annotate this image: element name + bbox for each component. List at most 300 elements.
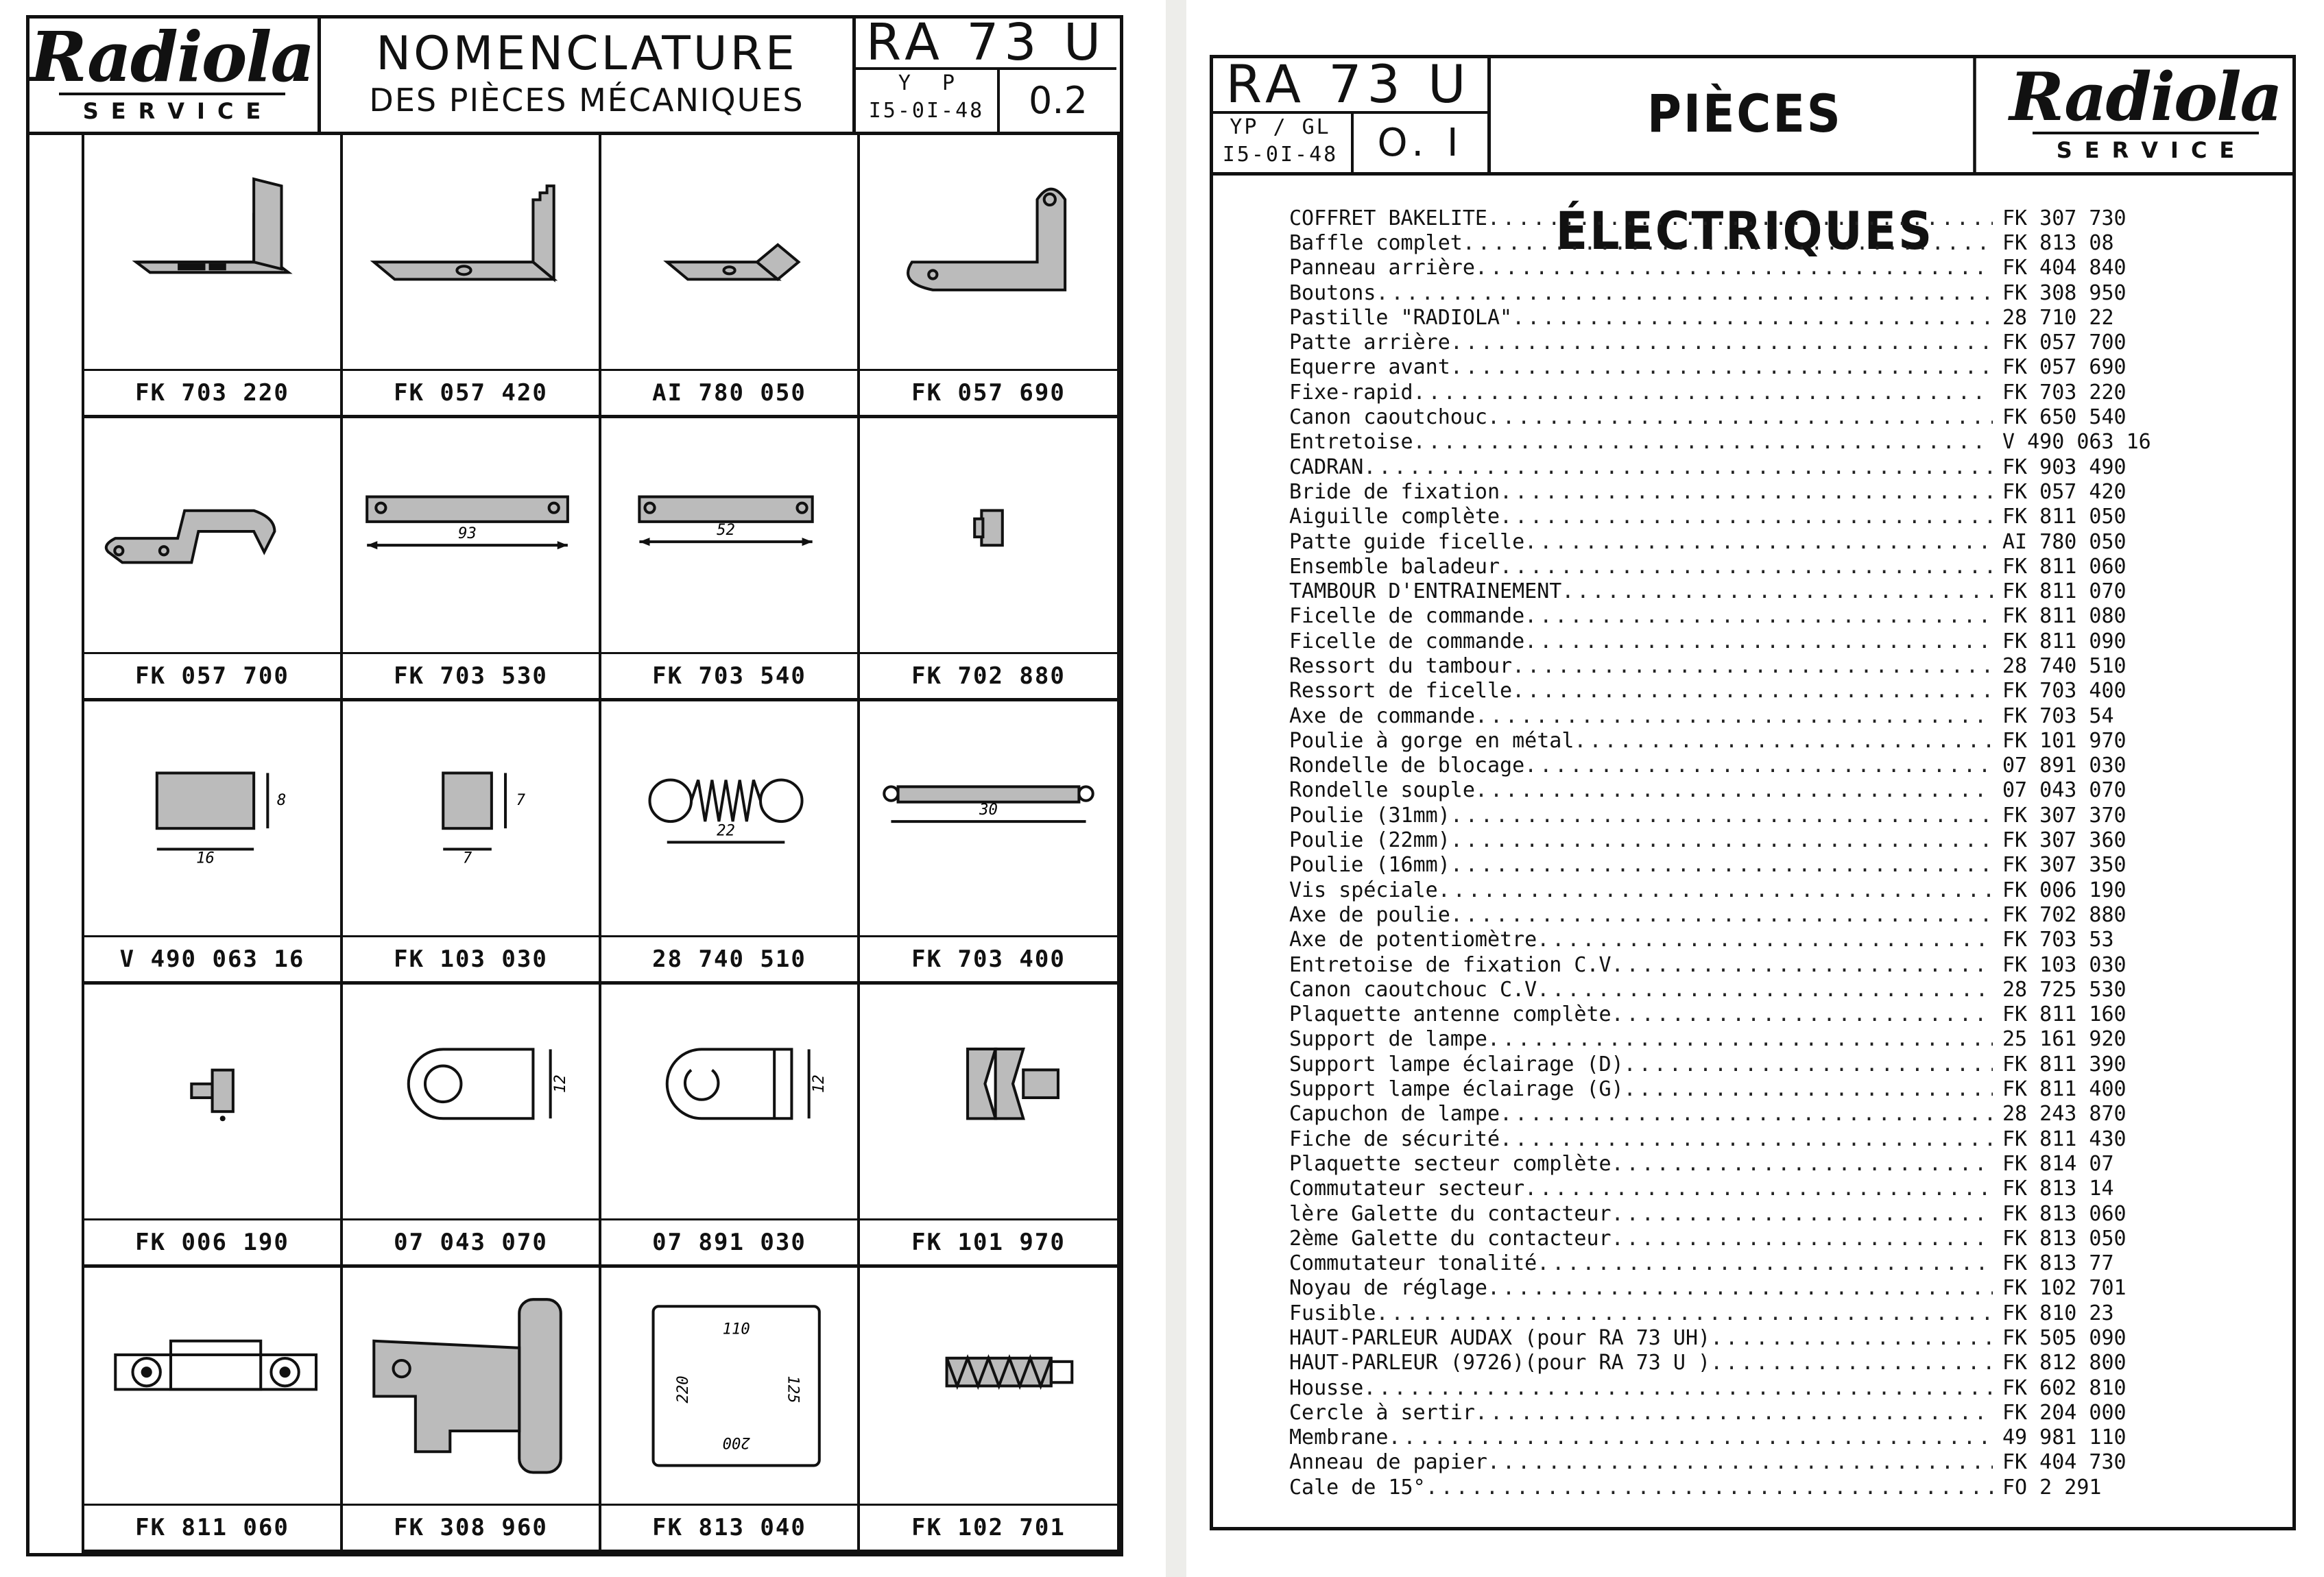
dot-leader [1524, 629, 1993, 653]
part-code: AI 780 050 [652, 379, 806, 407]
dimension-label: 52 [717, 521, 735, 540]
dot-leader [1524, 530, 1993, 554]
parts-list-row [1289, 330, 2208, 354]
part-code: V 490 063 16 [2002, 430, 2151, 455]
part-cell [343, 701, 601, 985]
part-code: FK 811 080 [2002, 604, 2127, 629]
part-code: FK 813 060 [2002, 1201, 2127, 1226]
electrical-parts-list [1289, 206, 2208, 1500]
dimension-label: 30 [979, 801, 998, 819]
parts-list-row [1289, 1301, 2208, 1325]
parts-list-row [1289, 902, 2208, 927]
part-drawing [343, 701, 599, 937]
part-code: FK 811 060 [135, 1514, 289, 1541]
mechanical-parts-grid [84, 135, 1120, 1553]
part-name: Commutateur tonalité [1289, 1251, 1537, 1276]
part-code: 25 161 920 [2002, 1027, 2127, 1052]
dot-leader [1475, 1401, 1993, 1425]
part-cell [860, 418, 1120, 701]
dimension-label: 110 [722, 1320, 750, 1338]
part-code: FK 811 400 [2002, 1077, 2127, 1102]
logo-wordmark: Radiola [29, 16, 314, 97]
parts-list-row [1289, 703, 2208, 728]
part-drawing [601, 985, 857, 1220]
part-code: V 490 063 16 [119, 946, 305, 973]
part-code: FK 811 430 [2002, 1127, 2127, 1151]
part-cell [343, 418, 601, 701]
voltage-plate-drawing [612, 1282, 847, 1490]
parts-list-row [1289, 529, 2208, 554]
parts-list-row [1289, 853, 2208, 878]
revision-info [1210, 114, 1354, 172]
dot-leader [1537, 1251, 1993, 1275]
dot-leader [1524, 754, 1993, 778]
part-name: Axe de commande [1289, 703, 1475, 728]
part-drawing [860, 418, 1117, 654]
part-drawing [601, 701, 857, 937]
part-cell [601, 418, 860, 701]
part-code: FK 307 350 [2002, 853, 2127, 878]
part-code: FK 308 950 [2002, 280, 2127, 305]
part-code: FK 102 701 [2002, 1276, 2127, 1301]
parts-list-row [1289, 1351, 2208, 1375]
parts-list-row [1289, 604, 2208, 629]
part-code: FK 204 000 [2002, 1400, 2127, 1425]
dot-leader [1363, 455, 1993, 479]
part-name: Ficelle de commande [1289, 629, 1525, 653]
equerre-drawing [870, 149, 1107, 354]
left-sheet-header [26, 15, 1123, 135]
part-cell [860, 985, 1120, 1268]
part-code: FK 307 730 [2002, 206, 2127, 230]
radiola-logo [26, 15, 321, 132]
part-code: FK 811 160 [2002, 1002, 2127, 1027]
axe-drawing [870, 432, 1107, 638]
parts-list-row [1289, 1127, 2208, 1151]
part-code: FK 810 23 [2002, 1301, 2114, 1325]
part-code: FK 812 800 [2002, 1351, 2127, 1375]
part-code: 07 891 030 [652, 1229, 806, 1256]
part-name: Capuchon de lampe [1289, 1102, 1500, 1127]
part-code: FK 703 53 [2002, 928, 2114, 952]
part-code: FK 057 700 [135, 662, 289, 690]
part-cell [343, 135, 601, 418]
part-code: FK 602 810 [2002, 1375, 2127, 1400]
part-code: FK 813 040 [652, 1514, 806, 1541]
dot-leader [1363, 1376, 1993, 1400]
dot-leader [1624, 1052, 1993, 1076]
parts-list-row [1289, 1425, 2208, 1450]
dot-leader [1612, 1002, 1993, 1026]
dot-leader [1500, 480, 1993, 504]
date: I5-0I-48 [1222, 143, 1339, 167]
part-code: FK 101 970 [2002, 728, 2127, 753]
part-drawing [343, 1268, 599, 1506]
dot-leader [1487, 405, 1993, 429]
logo-service-text: SERVICE [2056, 136, 2247, 163]
parts-list-row [1289, 878, 2208, 902]
dot-leader [1487, 1027, 1993, 1051]
part-code: FK 813 050 [2002, 1226, 2127, 1251]
part-code: FK 103 030 [394, 946, 548, 973]
part-code: FK 813 08 [2002, 230, 2114, 255]
part-name: Poulie (16mm) [1289, 853, 1450, 878]
part-drawing [860, 701, 1117, 937]
part-name: Support de lampe [1289, 1027, 1487, 1052]
parts-list-row [1289, 828, 2208, 852]
part-code: FK 702 880 [2002, 902, 2127, 927]
title-line-1: NOMENCLATURE [376, 27, 798, 81]
parts-list-row [1289, 230, 2208, 255]
washer-12-drawing [353, 998, 588, 1204]
part-name: Patte guide ficelle [1289, 529, 1525, 554]
part-name: Canon caoutchouc C.V [1289, 977, 1537, 1002]
dot-leader [1512, 679, 1993, 703]
part-name: Poulie (31mm) [1289, 803, 1450, 828]
part-code: FK 703 220 [135, 379, 289, 407]
dimension-label: 12 [551, 1074, 569, 1094]
spring-22-drawing [612, 715, 847, 921]
part-drawing [84, 701, 340, 937]
part-name: Boutons [1289, 280, 1376, 305]
dot-leader [1413, 381, 1993, 405]
part-name: HAUT-PARLEUR AUDAX (pour RA 73 UH) [1289, 1326, 1711, 1350]
dot-leader [1450, 804, 1993, 828]
part-code: FK 057 420 [2002, 479, 2127, 504]
part-cell [601, 701, 860, 985]
dot-leader [1450, 330, 1993, 354]
parts-list-row [1289, 977, 2208, 1002]
dot-leader [1475, 256, 1993, 280]
part-name: Panneau arrière [1289, 256, 1475, 280]
part-name: Poulie (22mm) [1289, 828, 1450, 853]
part-name: Ensemble baladeur [1289, 554, 1500, 579]
part-code: FK 101 970 [911, 1229, 1066, 1256]
part-code: FK 811 050 [2002, 505, 2127, 529]
parts-list-row [1289, 430, 2208, 455]
revision-info [856, 70, 1000, 132]
part-name: Rondelle de blocage [1289, 754, 1525, 778]
part-cell [601, 1268, 860, 1553]
part-code: FK 650 540 [2002, 405, 2127, 430]
parts-list-row [1289, 679, 2208, 703]
dot-leader [1376, 281, 1993, 305]
part-code: 07 891 030 [2002, 754, 2127, 778]
part-code: FK 702 880 [911, 662, 1066, 690]
part-code: FK 703 220 [2002, 380, 2127, 405]
part-drawing [860, 135, 1117, 371]
sheet-number: O. I [1354, 114, 1491, 172]
bar-52-drawing [612, 432, 847, 638]
parts-list-row [1289, 1052, 2208, 1076]
part-cell [343, 985, 601, 1268]
dimension-label: 12 [809, 1074, 828, 1094]
dot-leader [1463, 231, 1993, 255]
binding-margin [29, 135, 84, 1553]
part-drawing [860, 1268, 1117, 1506]
dot-leader [1512, 306, 1993, 330]
part-cell [860, 135, 1120, 418]
part-code: FK 006 190 [2002, 878, 2127, 902]
part-code: FK 811 090 [2002, 629, 2127, 653]
part-cell [860, 1268, 1120, 1553]
part-code: FK 057 690 [911, 379, 1066, 407]
parts-list-row [1289, 206, 2208, 230]
right-sheet-title: PIÈCES ÉLECTRIQUES [1516, 55, 1976, 172]
part-name: Axe de poulie [1289, 902, 1450, 927]
initials: YP / GL [1230, 115, 1331, 139]
part-name: Pastille "RADIOLA" [1289, 305, 1513, 330]
parts-list-row [1289, 256, 2208, 280]
parts-list-row [1289, 728, 2208, 753]
logo-wordmark: Radiola [2009, 58, 2281, 136]
part-cell [84, 1268, 343, 1553]
part-cell [84, 135, 343, 418]
radiola-logo [2002, 55, 2289, 172]
parts-list-row [1289, 1375, 2208, 1400]
fixe-rapid-drawing [95, 149, 330, 354]
parts-list-row [1289, 405, 2208, 429]
date: I5-0I-48 [868, 99, 985, 123]
part-name: Ressort du tambour [1289, 653, 1513, 678]
part-code: FK 404 840 [2002, 256, 2127, 280]
dot-leader [1450, 853, 1993, 877]
parts-list-row [1289, 1276, 2208, 1301]
part-code: 28 243 870 [2002, 1102, 2127, 1127]
dot-leader [1487, 1450, 1993, 1474]
part-cell [343, 1268, 601, 1553]
title-line-2: DES PIÈCES MÉCANIQUES [369, 82, 804, 119]
part-drawing [84, 418, 340, 654]
part-drawing [601, 135, 857, 371]
part-code: FK 307 370 [2002, 803, 2127, 828]
dot-leader [1612, 1202, 1993, 1226]
parts-list-row [1289, 1201, 2208, 1226]
part-drawing [343, 985, 599, 1220]
part-name: Membrane [1289, 1425, 1389, 1450]
parts-list-row [1289, 1475, 2208, 1500]
left-sheet-title [321, 15, 856, 132]
dot-leader [1475, 704, 1993, 728]
dimension-label: 200 [722, 1433, 750, 1452]
part-name: 2ème Galette du contacteur [1289, 1226, 1612, 1251]
part-code: FK 811 060 [2002, 554, 2127, 579]
parts-list-row [1289, 1027, 2208, 1052]
parts-list-row [1289, 380, 2208, 405]
pulley-drawing [870, 998, 1107, 1204]
parts-list-row [1289, 1251, 2208, 1275]
parts-list-row [1289, 554, 2208, 579]
parts-list-row [1289, 1002, 2208, 1027]
dot-leader [1612, 953, 1993, 977]
dimension-label: 22 [717, 821, 735, 840]
parts-list-row [1289, 629, 2208, 653]
parts-list-row [1289, 1400, 2208, 1425]
parts-list-row [1289, 505, 2208, 529]
parts-list-row [1289, 479, 2208, 504]
part-code: 28 710 22 [2002, 305, 2114, 330]
part-name: Bride de fixation [1289, 479, 1500, 504]
parts-list-row [1289, 1151, 2208, 1176]
part-name: Rondelle souple [1289, 778, 1475, 803]
logo-rule [59, 93, 285, 95]
dot-leader [1512, 654, 1993, 678]
part-code: FK 006 190 [135, 1229, 289, 1256]
parts-list-row [1289, 952, 2208, 977]
patte-guide-drawing [612, 149, 847, 354]
part-cell [84, 985, 343, 1268]
parts-list-row [1289, 1325, 2208, 1350]
part-code: FK 703 540 [652, 662, 806, 690]
bar-93-drawing [353, 432, 588, 638]
part-name: Housse [1289, 1375, 1364, 1400]
dot-leader [1426, 1476, 1993, 1500]
noyau-drawing [870, 1282, 1107, 1490]
dot-leader [1438, 878, 1993, 902]
part-code: AI 780 050 [2002, 529, 2127, 554]
part-code: FK 308 960 [394, 1514, 548, 1541]
dot-leader [1524, 604, 1993, 628]
part-name: Plaquette secteur complète [1289, 1151, 1612, 1176]
part-name: Canon caoutchouc [1289, 405, 1487, 430]
dot-leader [1389, 1425, 1993, 1449]
dot-leader [1574, 729, 1993, 753]
part-name: TAMBOUR D'ENTRAINEMENT [1289, 579, 1562, 604]
part-name: Ressort de ficelle [1289, 679, 1513, 703]
part-drawing [84, 135, 340, 371]
parts-list-row [1289, 579, 2208, 603]
part-code: FK 813 77 [2002, 1251, 2114, 1276]
part-name: Anneau de papier [1289, 1450, 1487, 1475]
dot-leader [1500, 505, 1993, 529]
part-drawing [84, 1268, 340, 1506]
part-code: 07 043 070 [394, 1229, 548, 1256]
dot-leader [1612, 1227, 1993, 1251]
parts-list-row [1289, 305, 2208, 330]
parts-list-row [1289, 803, 2208, 828]
part-code: FK 505 090 [2002, 1326, 2127, 1350]
part-code: FK 811 390 [2002, 1052, 2127, 1076]
part-name: Ficelle de commande [1289, 604, 1525, 629]
part-drawing [84, 985, 340, 1220]
spring-30-drawing [870, 715, 1107, 921]
dimension-label: 93 [458, 525, 477, 543]
patte-arriere-drawing [95, 432, 330, 638]
part-name: Cercle à sertir [1289, 1400, 1475, 1425]
part-drawing [860, 985, 1117, 1220]
dimension-label: 8 [276, 791, 287, 810]
part-drawing [601, 1268, 857, 1506]
part-code: FK 703 530 [394, 662, 548, 690]
part-drawing [343, 418, 599, 654]
parts-list-row [1289, 1102, 2208, 1127]
initials: Y P [898, 71, 965, 95]
dot-leader [1413, 430, 1993, 454]
dot-leader [1561, 579, 1993, 603]
dot-leader [1450, 828, 1993, 852]
part-name: Fiche de sécurité [1289, 1127, 1500, 1151]
parts-list-row [1289, 1076, 2208, 1101]
dot-leader [1524, 1177, 1993, 1201]
part-name: Commutateur secteur [1289, 1177, 1525, 1201]
dot-leader [1450, 903, 1993, 927]
part-code: 28 725 530 [2002, 977, 2127, 1002]
entretoise-16-drawing [95, 715, 330, 921]
part-name: lère Galette du contacteur [1289, 1201, 1612, 1226]
part-name: Entretoise de fixation C.V [1289, 952, 1612, 977]
part-code: FK 703 400 [2002, 679, 2127, 703]
parts-list-row [1289, 355, 2208, 380]
part-name: Fusible [1289, 1301, 1376, 1325]
part-cell [84, 701, 343, 985]
logo-rule [2033, 132, 2259, 134]
dot-leader [1537, 928, 1993, 952]
part-name: Vis spéciale [1289, 878, 1438, 902]
part-code: FK 057 420 [394, 379, 548, 407]
parts-list-row [1289, 653, 2208, 678]
entretoise-7-drawing [353, 715, 588, 921]
sheet-number: 0.2 [1029, 79, 1088, 122]
part-name: Baffle complet [1289, 230, 1463, 255]
part-name: CADRAN [1289, 455, 1364, 479]
page-gutter [1166, 0, 1186, 1577]
part-code: 28 740 510 [652, 946, 806, 973]
screw-drawing [95, 998, 330, 1204]
part-code: 28 740 510 [2002, 653, 2127, 678]
parts-list-row [1289, 754, 2208, 778]
part-code: FK 307 360 [2002, 828, 2127, 853]
part-code: FK 057 690 [2002, 355, 2127, 380]
part-code: FK 102 701 [911, 1514, 1066, 1541]
part-code: FK 703 54 [2002, 703, 2114, 728]
part-name: Support lampe éclairage (G) [1289, 1077, 1624, 1102]
dot-leader [1376, 1301, 1993, 1325]
bride-drawing [353, 149, 588, 354]
dot-leader [1450, 355, 1993, 379]
part-name: HAUT-PARLEUR (9726)(pour RA 73 U ) [1289, 1351, 1711, 1375]
knob-drawing [353, 1282, 588, 1490]
dimension-label: 7 [462, 850, 472, 868]
part-code: FK 813 14 [2002, 1177, 2114, 1201]
parts-list-row [1289, 280, 2208, 305]
dot-leader [1612, 1152, 1993, 1176]
part-name: Equerre avant [1289, 355, 1450, 380]
part-code: FK 811 070 [2002, 579, 2127, 604]
dimension-label: 16 [196, 850, 215, 868]
parts-list-row [1289, 1450, 2208, 1475]
part-code: 07 043 070 [2002, 778, 2127, 803]
part-cell [601, 135, 860, 418]
part-code: FK 404 730 [2002, 1450, 2127, 1475]
dot-leader [1500, 1102, 1993, 1126]
model-number: RA 73 U [1210, 55, 1491, 114]
dimension-label: 7 [516, 791, 525, 810]
parts-list-row [1289, 928, 2208, 952]
part-name: Noyau de réglage [1289, 1276, 1487, 1301]
dot-leader [1710, 1351, 1993, 1375]
part-name: Axe de potentiomètre [1289, 928, 1537, 952]
washer-slotted-drawing [612, 998, 847, 1204]
part-name: Aiguille complète [1289, 505, 1500, 529]
part-cell [84, 418, 343, 701]
part-name: Plaquette antenne complète [1289, 1002, 1612, 1027]
dot-leader [1487, 1276, 1993, 1300]
part-cell [601, 985, 860, 1268]
part-code: FK 703 400 [911, 946, 1066, 973]
part-code: FK 103 030 [2002, 952, 2127, 977]
part-drawing [343, 135, 599, 371]
model-number: RA 73 U [856, 15, 1116, 70]
